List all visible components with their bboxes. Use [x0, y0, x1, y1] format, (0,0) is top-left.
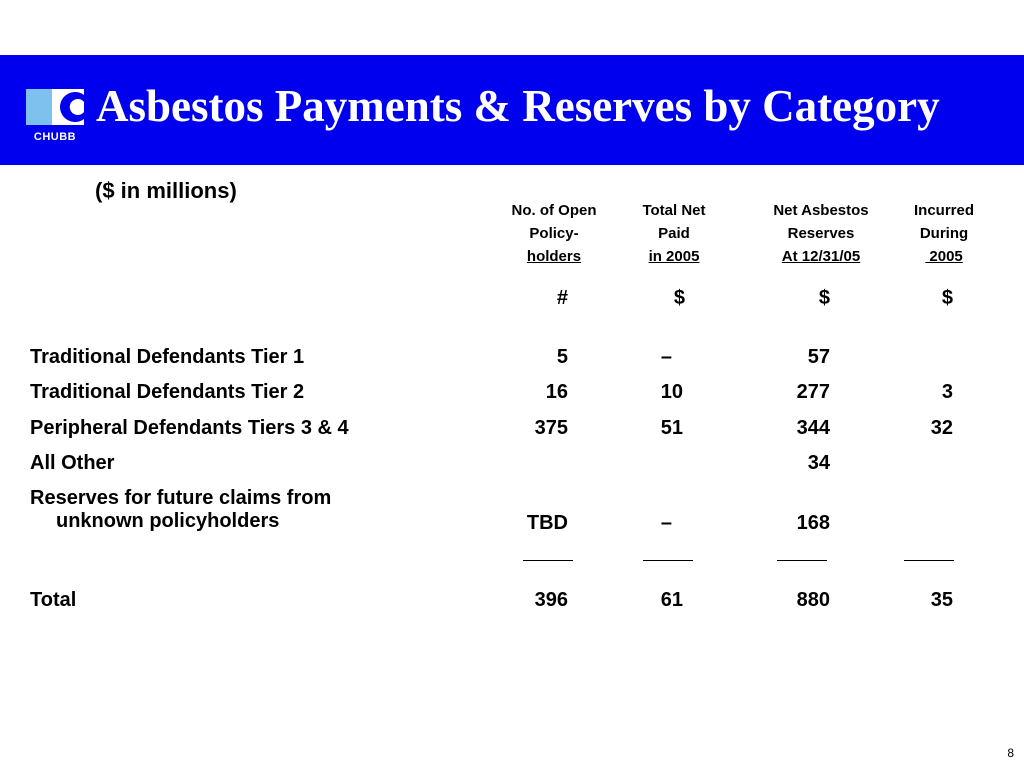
row-label: Traditional Defendants Tier 1 — [30, 346, 305, 368]
table-cell: 34 — [807, 452, 830, 474]
table-cell: 32 — [930, 417, 953, 439]
total-cell: 396 — [534, 589, 568, 611]
header-line: Paid — [658, 225, 690, 242]
column-header-total-net-paid — [614, 199, 734, 268]
title-banner — [0, 55, 1024, 165]
header-line: 2005 — [925, 248, 963, 265]
column-header-policyholders — [494, 199, 614, 268]
header-line: Incurred — [913, 202, 974, 219]
header-line: During — [919, 225, 969, 242]
column-header-net-reserves — [761, 199, 881, 268]
page-title: Asbestos Payments & Reserves by Category — [96, 81, 940, 131]
row-label: Traditional Defendants Tier 2 — [30, 381, 305, 403]
table-cell: – — [660, 346, 672, 368]
unit-label: # — [556, 287, 568, 309]
row-label — [30, 487, 331, 533]
subtotal-rule — [523, 560, 573, 562]
total-cell: 61 — [660, 589, 683, 611]
chubb-logo — [26, 89, 84, 147]
table-cell: 3 — [941, 381, 953, 403]
row-label-line: unknown policyholders — [56, 510, 280, 532]
page-number: 8 — [1007, 746, 1014, 760]
table-cell: TBD — [526, 512, 568, 534]
header-line: No. of Open — [511, 202, 597, 219]
total-label: Total — [30, 589, 77, 611]
table-cell: 57 — [807, 346, 830, 368]
total-cell: 35 — [930, 589, 953, 611]
table-cell: 168 — [796, 512, 830, 534]
table-cell: 16 — [545, 381, 568, 403]
column-header-incurred — [884, 199, 1004, 268]
header-line: Policy- — [529, 225, 579, 242]
table-cell: 375 — [534, 417, 568, 439]
header-line: holders — [526, 248, 582, 265]
subtotal-rule — [777, 560, 827, 562]
unit-label: $ — [818, 287, 830, 309]
table-cell: 51 — [660, 417, 683, 439]
row-label: Peripheral Defendants Tiers 3 & 4 — [30, 417, 349, 439]
subtotal-rule — [643, 560, 693, 562]
total-cell: 880 — [796, 589, 830, 611]
unit-label: $ — [673, 287, 685, 309]
table-cell: 344 — [796, 417, 830, 439]
subtotal-rule — [904, 560, 954, 562]
header-line: Total Net — [642, 202, 706, 219]
subtitle: ($ in millions) — [95, 178, 237, 203]
header-line: At 12/31/05 — [781, 248, 861, 265]
chubb-logo-icon — [26, 89, 84, 125]
header-line: Reserves — [787, 225, 855, 242]
table-cell: 277 — [796, 381, 830, 403]
table-cell: 5 — [556, 346, 568, 368]
table-cell: – — [660, 512, 672, 534]
unit-label: $ — [941, 287, 953, 309]
table-cell: 10 — [660, 381, 683, 403]
header-line: Net Asbestos — [773, 202, 869, 219]
row-label: All Other — [30, 452, 115, 474]
row-label-line: Reserves for future claims from — [30, 487, 332, 509]
logo-text: CHUBB — [33, 131, 77, 143]
header-line: in 2005 — [648, 248, 700, 265]
